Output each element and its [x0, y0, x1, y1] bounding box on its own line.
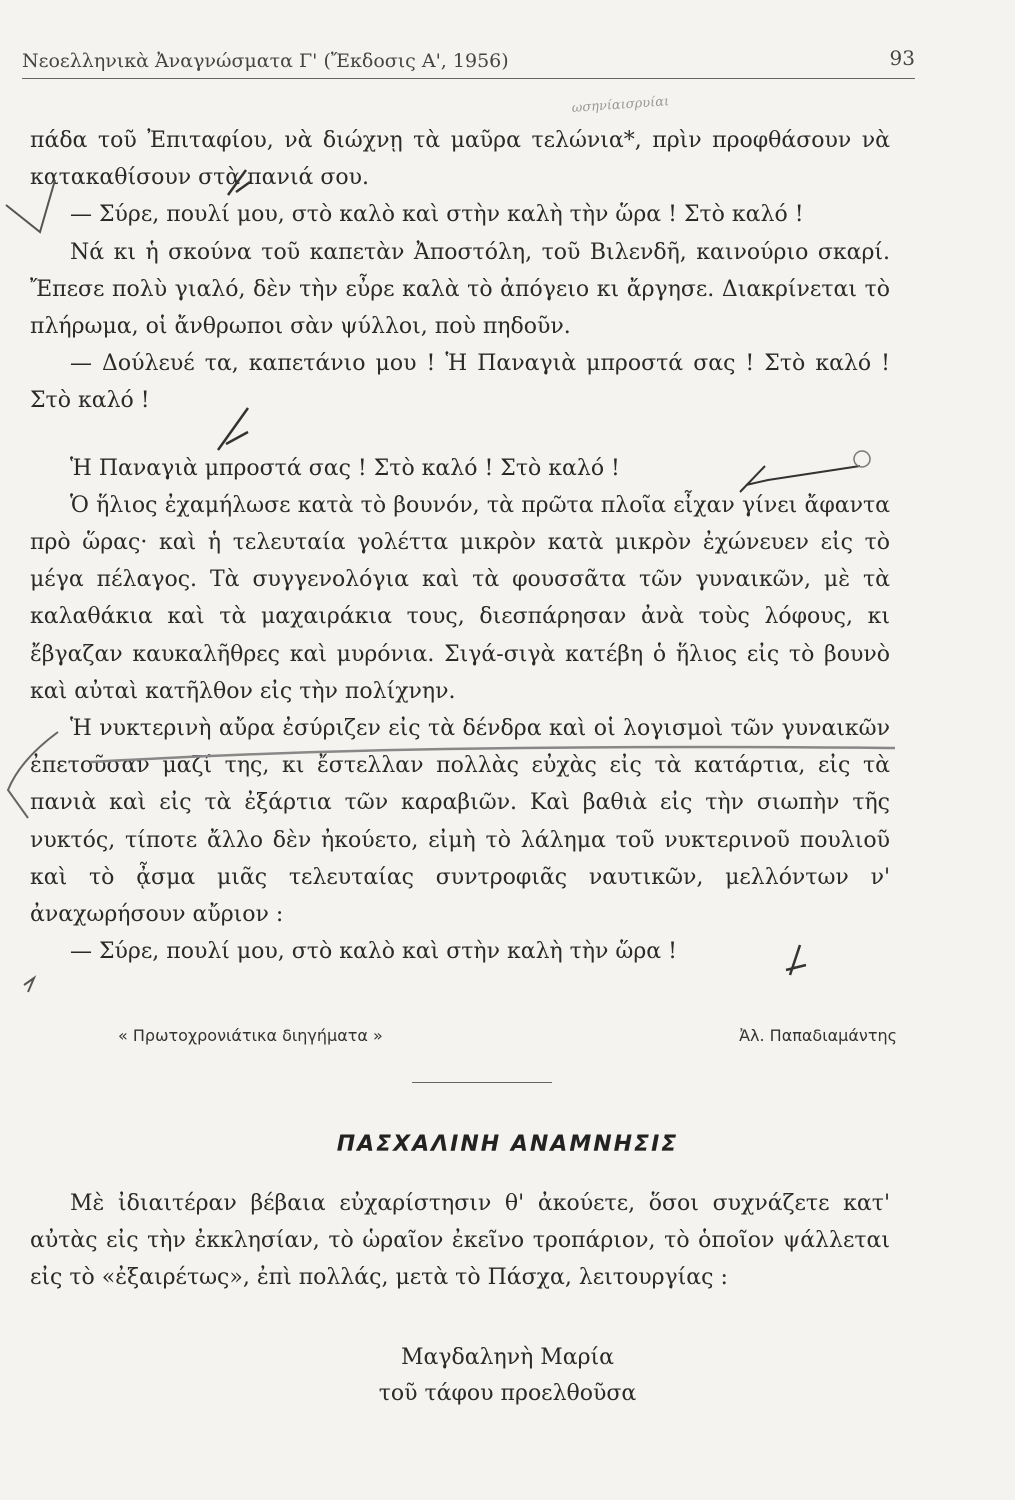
story-text	[30, 122, 890, 970]
source-citation	[118, 1026, 897, 1045]
paragraph: Ἡ νυκτερινὴ αὔρα ἐσύριζεν εἰς τὰ δένδρα καὶ οἱ λογισμοὶ τῶν γυναικῶν ἐπετοῦσαν μαζί της, κι ἔστελλαν πολλὰς εὐχὰς εἰς τὰ κατάρτια, εἰς τὰ πανιὰ καὶ εἰς τὰ ἐξάρτια τῶν καραβιῶν. Καὶ βαθιὰ εἰς τὴν σιωπὴν τῆς νυκτός, τίποτε ἄλλο δὲν ἠκούετο, εἰμὴ τὸ λάλημα τοῦ νυκτερινοῦ πουλιοῦ καὶ τὸ ᾆσμα μιᾶς τελευταίας συντροφιᾶς ναυτικῶν, μελλόντων ν' ἀναχωρήσουν αὔριον :	[30, 716, 890, 928]
dialogue-line: — Σύρε, πουλί μου, στὸ καλὸ καὶ στὴν καλὴ τὴν ὥρα !	[70, 939, 677, 965]
dialogue-line: — Σύρε, πουλί μου, στὸ καλὸ καὶ στὴν καλὴ τὴν ὥρα ! Στὸ καλό !	[70, 202, 804, 228]
section-title: ΠΑΣΧΑΛΙΝΗ ΑΝΑΜΝΗΣΙΣ	[336, 1132, 679, 1157]
hymn-verse	[0, 1340, 1015, 1412]
paragraph: Ὁ ἥλιος ἐχαμήλωσε κατὰ τὸ βουνόν, τὰ πρῶτα πλοῖα εἶχαν γίνει ἄφαντα πρὸ ὥρας· καὶ ἡ τελευταία γολέττα μικρὸν κατὰ μικρὸν ἐχώνευεν εἰς τὸ μέγα πέλαγος. Τὰ συγγενολόγια καὶ τὰ φουσσᾶτα τῶν γυναικῶν, μὲ τὰ καλαθάκια καὶ τὰ μαχαιράκια τους, διεσπάρησαν ἀνὰ τοὺς λόφους, κι ἔβγαζαν καυκαλῆθρες καὶ μυρόνια. Σιγά-σιγὰ κατέβη ὁ ἥλιος εἰς τὸ βουνὸ καὶ αὐταὶ κατῆλθον εἰς τὴν πολίχνην.	[30, 492, 890, 704]
source-author: Ἀλ. Παπαδιαμάντης	[739, 1026, 897, 1045]
paragraph: Μὲ ἰδιαιτέραν βέβαια εὐχαρίστησιν θ' ἀκούετε, ὅσοι συχνάζετε κατ' αὐτὰς εἰς τὴν ἐκκλησίαν, τὸ ὡραῖον ἐκεῖνο τροπάριον, τὸ ὁποῖον ψάλλεται εἰς τὸ «ἐξαιρέτως», ἐπὶ πολλάς, μετὰ τὸ Πάσχα, λειτουργίας :	[30, 1191, 890, 1291]
section-text	[30, 1185, 890, 1297]
margin-note: ωσηνίαισρυίαι	[571, 94, 670, 116]
hymn-line: τοῦ τάφου προελθοῦσα	[378, 1381, 637, 1406]
hymn-line: Μαγδαληνὴ Μαρία	[400, 1345, 615, 1370]
paragraph: Νά κι ἡ σκούνα τοῦ καπετὰν Ἀποστόλη, τοῦ Βιλενδῆ, καινούριο σκαρί. Ἔπεσε πολὺ γιαλό, δὲν τὴν εὖρε καλὰ τὸ ἀπόγειο κι ἄργησε. Διακρίνεται τὸ πλήρωμα, οἱ ἄνθρωποι σὰν ψύλλοι, ποὺ πηδοῦν.	[30, 239, 890, 340]
tick-mark-icon	[24, 978, 34, 992]
paragraph: πάδα τοῦ Ἐπιταφίου, νὰ διώχνῃ τὰ μαῦρα τελώνια*, πρὶν προφθάσουν νὰ κατακαθίσουν στὰ πανιά σου.	[30, 128, 890, 191]
dialogue-line: — Δούλευέ τα, καπετάνιο μου ! Ἡ Παναγιὰ μπροστά σας ! Στὸ καλό ! Στὸ καλό !	[30, 351, 890, 414]
refrain-line: Ἡ Παναγιὰ μπροστά σας ! Στὸ καλό ! Στὸ καλό !	[70, 455, 620, 481]
section-divider	[412, 1082, 552, 1083]
page-number: 93	[889, 46, 915, 70]
running-header: Νεοελληνικὰ Ἀναγνώσματα Γ' (Ἔκδοσις Α', 1956)	[22, 50, 915, 79]
source-work: « Πρωτοχρονιάτικα διηγήματα »	[118, 1026, 383, 1045]
